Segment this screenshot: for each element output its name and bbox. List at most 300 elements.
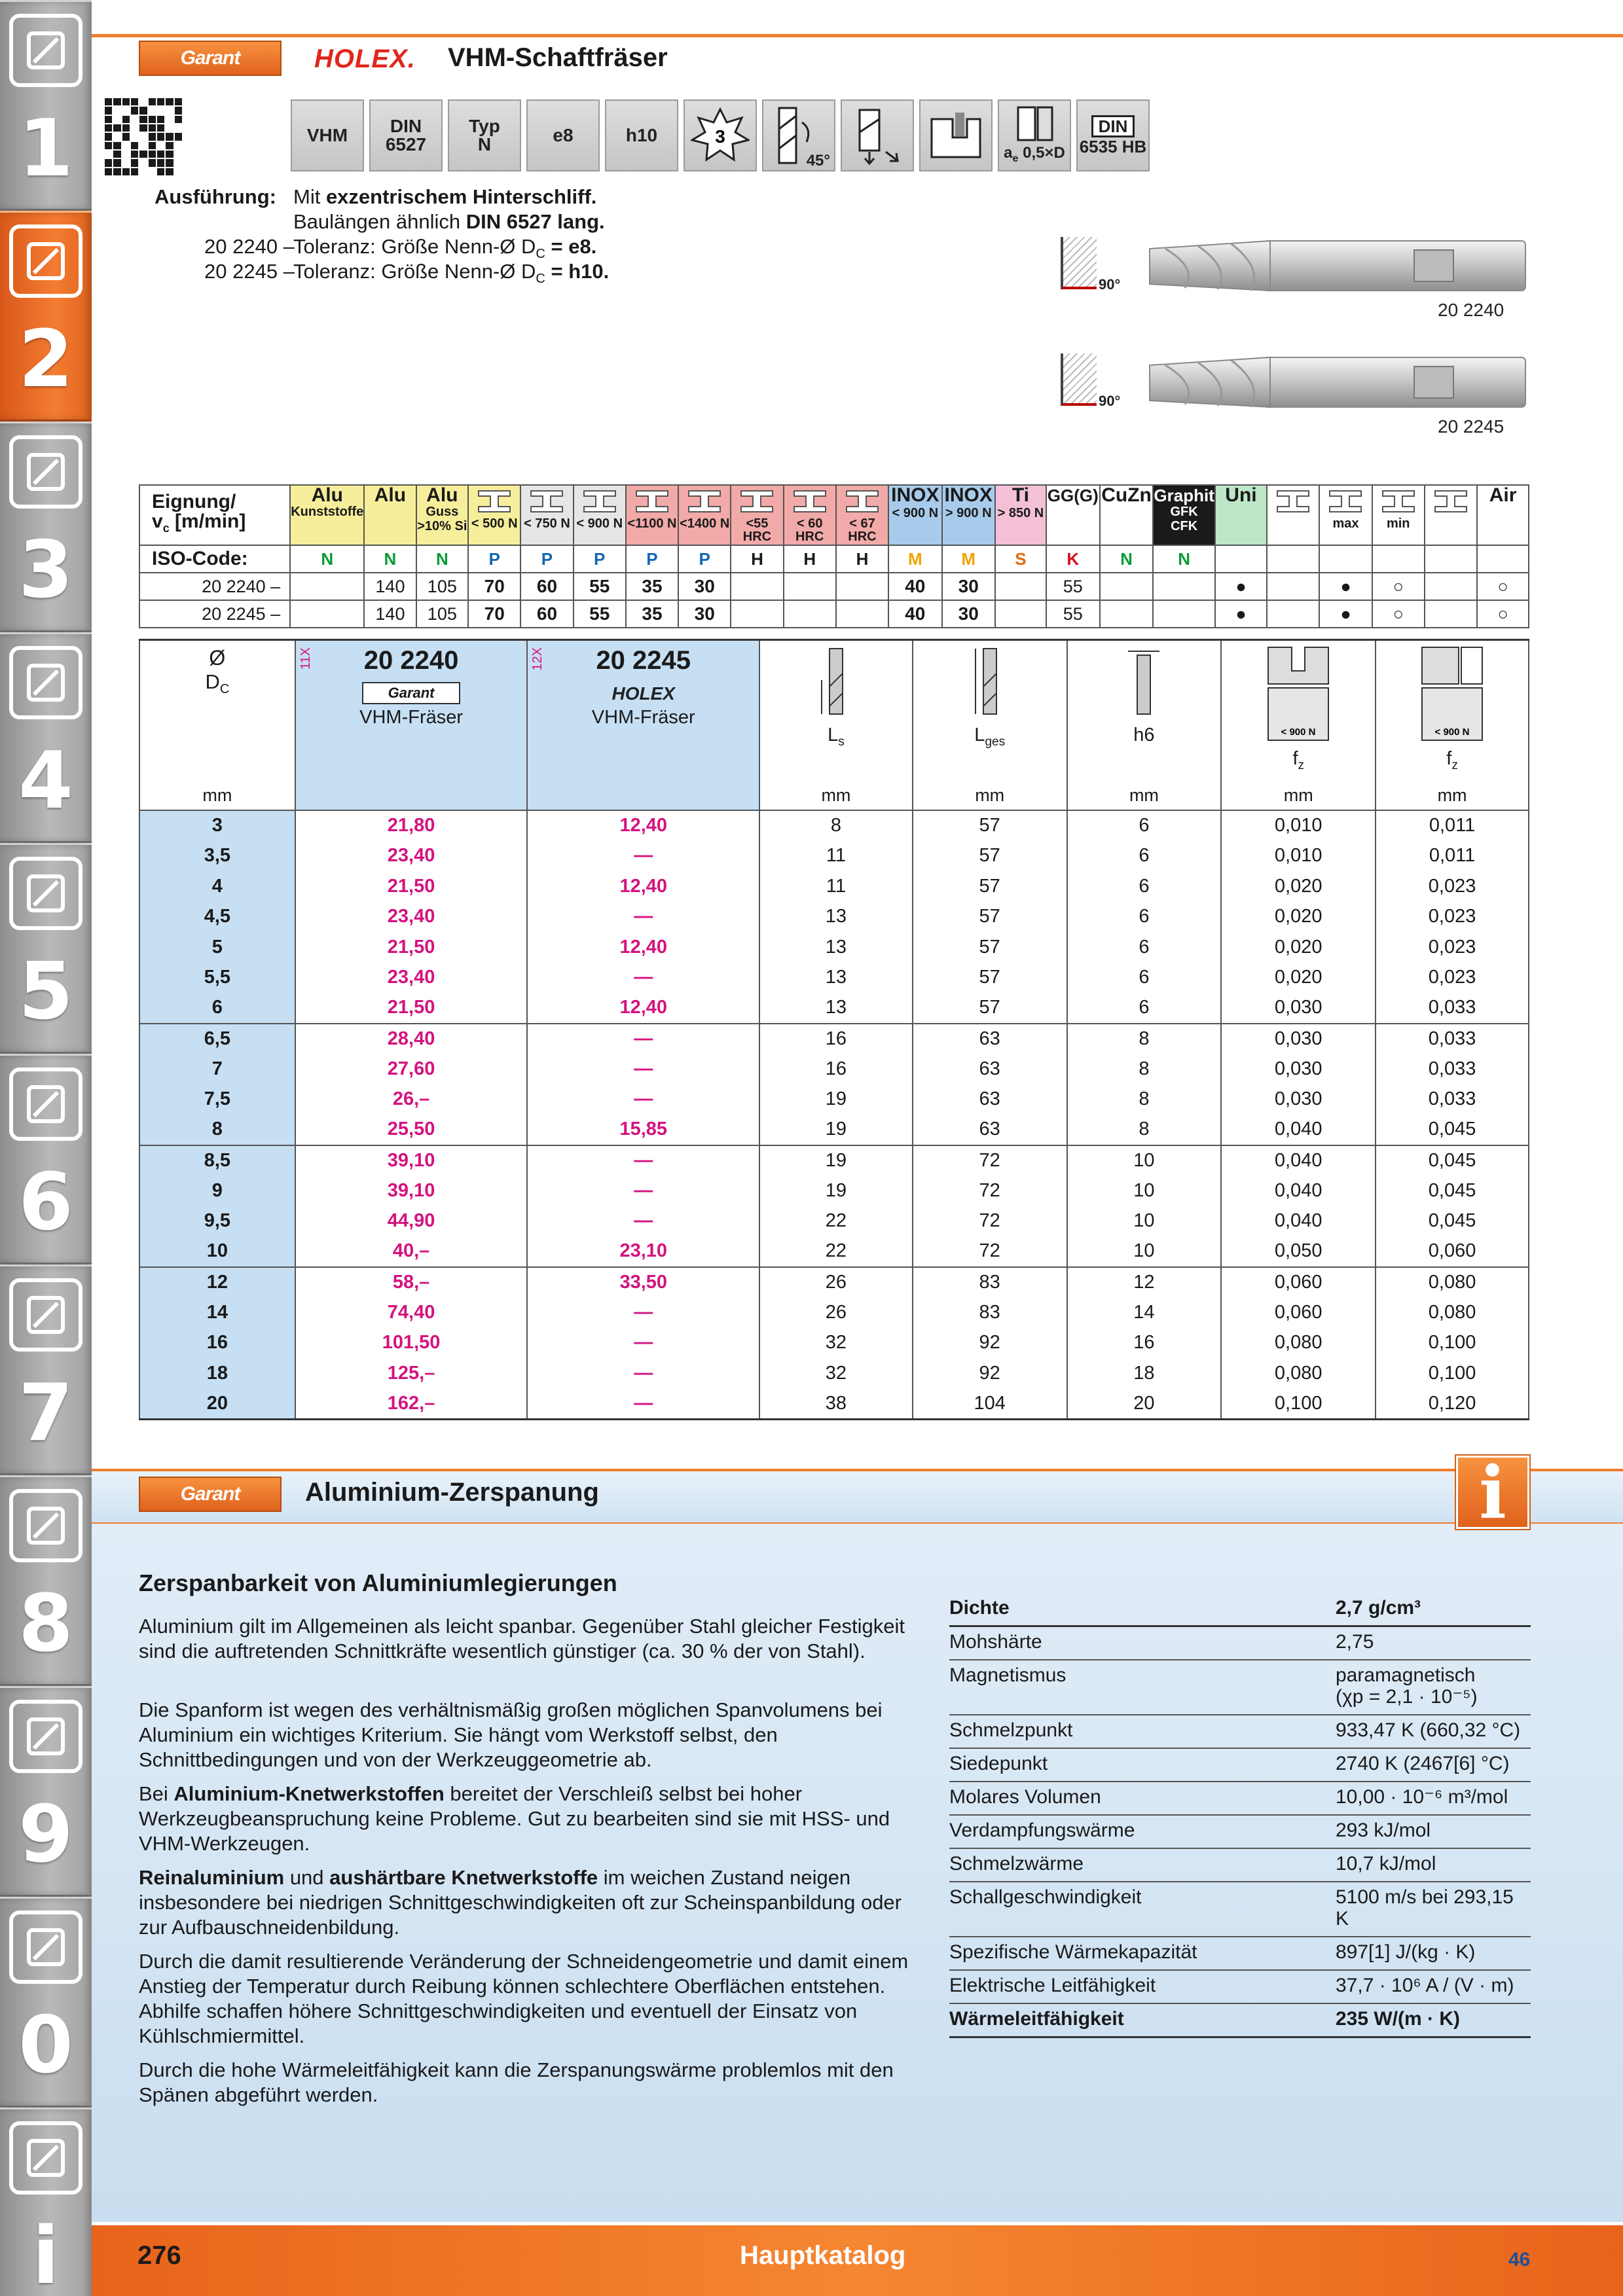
property-name: Siedepunkt	[949, 1748, 1336, 1782]
lges-cell: 63	[913, 1024, 1067, 1054]
price-202245-cell[interactable]: —	[527, 1358, 759, 1389]
table-row	[139, 1054, 1529, 1085]
chapter-tab-9[interactable]	[0, 1686, 92, 1897]
drill-icon	[9, 14, 82, 87]
cutting-speed-cell	[1153, 600, 1214, 628]
din-6527-icon: DIN 6527	[369, 99, 443, 171]
price-202240-cell[interactable]: 162,–	[295, 1389, 528, 1420]
lges-cell: 92	[913, 1328, 1067, 1359]
qr-module	[157, 116, 164, 123]
price-202245-cell[interactable]: —	[527, 1206, 759, 1237]
footer-sub-number: 46	[1508, 2249, 1531, 2270]
cutting-speed-cell	[1100, 600, 1154, 628]
property-row	[949, 1937, 1531, 1970]
iso-code-cell	[1477, 545, 1529, 573]
iso-code-cell: S	[995, 545, 1046, 573]
diameter-cell: 7,5	[139, 1085, 295, 1115]
price-202245-cell[interactable]: —	[527, 1328, 759, 1359]
table-row	[139, 1145, 1529, 1176]
qr-module	[122, 107, 130, 114]
iso-code-cell: P	[468, 545, 520, 573]
price-202245-cell[interactable]: 12,40	[527, 993, 759, 1024]
h6-cell: 6	[1067, 871, 1222, 902]
svg-text:< 900 N: < 900 N	[1434, 726, 1470, 738]
cutting-speed-cell: 140	[364, 573, 416, 600]
cutting-speed-cell	[784, 573, 836, 600]
qr-module	[166, 124, 173, 132]
steel-beam-icon	[1379, 488, 1418, 514]
cutting-speed-cell: 60	[520, 573, 573, 600]
property-name: Molares Volumen	[949, 1782, 1336, 1815]
property-name: Wärmeleitfähigkeit	[949, 2003, 1336, 2037]
info-paragraph-4: Reinaluminium und aushärtbare Knetwerkstoffe im weichen Zustand neigen insbesondere bei niedrigen Schnittgeschwindigkeiten oft zur Scheinspanbildung oder zur Aufbauschneidenbildung.	[139, 1866, 902, 1939]
property-value	[1336, 1970, 1531, 2003]
iso-code-cell: P	[678, 545, 731, 573]
fz-side-cell: 0,100	[1376, 1358, 1529, 1389]
price-202240-cell[interactable]: 21,50	[295, 993, 528, 1024]
diameter-cell: 5	[139, 932, 295, 963]
chapter-tab-5[interactable]	[0, 843, 92, 1054]
price-202245-cell[interactable]: —	[527, 1145, 759, 1176]
qr-module	[149, 107, 156, 114]
property-name: Schmelzwärme	[949, 1848, 1336, 1882]
price-202240-cell[interactable]: 39,10	[295, 1175, 528, 1206]
cutting-speed-cell	[1100, 573, 1154, 600]
fz-side-cell: 0,033	[1376, 1085, 1529, 1115]
price-202240-cell[interactable]: 23,40	[295, 902, 528, 933]
h6-cell: 6	[1067, 810, 1222, 841]
iso-code-cell: P	[520, 545, 573, 573]
cutting-speed-cell: ●	[1215, 573, 1267, 600]
property-value	[1336, 1848, 1531, 1882]
qr-module	[105, 124, 112, 132]
material-column-0: Alu Kunststoffe	[290, 485, 364, 545]
table-row	[139, 932, 1529, 963]
h6-cell: 6	[1067, 993, 1222, 1024]
insert-icon	[9, 224, 82, 298]
lges-cell: 83	[913, 1267, 1067, 1298]
material-column-14: GG(G)	[1046, 485, 1100, 545]
qr-module	[105, 142, 112, 149]
chapter-number: 3	[18, 525, 73, 616]
chapter-number: i	[32, 2211, 60, 2296]
cutting-speed-cell	[1425, 600, 1477, 628]
lges-column-header: $L_{ges}$ mm	[913, 640, 1067, 811]
h6-drawing-icon	[1124, 647, 1163, 719]
qr-module	[139, 168, 147, 175]
property-row	[949, 1715, 1531, 1748]
center-cut-icon	[841, 99, 914, 171]
fz-slot-cell: 0,040	[1221, 1145, 1376, 1176]
info-icon: i	[1456, 1456, 1529, 1529]
vhm-icon: VHM	[291, 99, 364, 171]
price-202240-cell[interactable]: 27,60	[295, 1054, 528, 1085]
cutting-speed-cell: ○	[1372, 573, 1425, 600]
property-name: Schallgeschwindigkeit	[949, 1882, 1336, 1937]
ls-cell: 13	[759, 993, 913, 1024]
chapter-tab-4[interactable]	[0, 632, 92, 843]
qr-module	[139, 116, 147, 123]
qr-module	[122, 116, 130, 123]
chapter-number: 2	[18, 314, 73, 405]
material-column-21	[1425, 485, 1477, 545]
chapter-tab-7[interactable]	[0, 1265, 92, 1475]
iso-code-cell: P	[574, 545, 626, 573]
ls-cell: 16	[759, 1024, 913, 1054]
page-title: VHM-Schaftfräser	[448, 43, 668, 72]
material-column-18	[1267, 485, 1319, 545]
fz-side-cell: 0,033	[1376, 1024, 1529, 1054]
qr-module	[149, 159, 156, 166]
property-value-text: 2740 K (2467[6] °C)	[1336, 1753, 1510, 1774]
chapter-tab-3[interactable]	[0, 422, 92, 632]
iso-code-cell	[1215, 545, 1267, 573]
price-202240-cell[interactable]: 26,–	[295, 1085, 528, 1115]
property-value	[1336, 1815, 1531, 1848]
property-row	[949, 1593, 1531, 1626]
chapter-tab-6[interactable]	[0, 1054, 92, 1265]
qr-module	[131, 98, 138, 105]
price-202240-cell[interactable]: 39,10	[295, 1145, 528, 1176]
cutting-speed-cell	[995, 600, 1046, 628]
cabinet-icon	[9, 1700, 82, 1773]
iso-code-cell: N	[1100, 545, 1154, 573]
ls-column-header: $L_s$ mm	[759, 640, 913, 811]
cutting-speed-cell: 105	[416, 573, 469, 600]
fz-side-cell: 0,045	[1376, 1206, 1529, 1237]
property-row	[949, 1626, 1531, 1660]
qr-module	[139, 159, 147, 166]
qr-module	[113, 124, 120, 132]
qr-module	[166, 133, 173, 140]
col-202240-header: 11X 20 2240 Garant VHM-Fräser	[295, 640, 528, 811]
ls-cell: 16	[759, 1054, 913, 1085]
iso-code-cell: N	[1153, 545, 1214, 573]
price-202240-cell[interactable]: 58,–	[295, 1267, 528, 1298]
h6-column-header: h6 mm	[1067, 640, 1222, 811]
material-column-3: < 500 N	[468, 485, 520, 545]
slot-milling-icon	[919, 99, 993, 171]
property-value-text: 2,75	[1336, 1631, 1374, 1653]
ls-cell: 26	[759, 1267, 913, 1298]
qr-module	[157, 124, 164, 132]
chapter-number: 7	[18, 1368, 73, 1459]
material-column-4: < 750 N	[520, 485, 573, 545]
chapter-tab-1[interactable]	[0, 0, 92, 211]
caliper-icon	[9, 646, 82, 719]
garant-logo: Garant	[139, 41, 282, 76]
price-202245-cell[interactable]: —	[527, 1297, 759, 1328]
diameter-cell: 3	[139, 810, 295, 841]
suitability-table	[139, 484, 1529, 628]
ls-cell: 19	[759, 1085, 913, 1115]
info-paragraph-5: Durch die damit resultierende Veränderung der Schneidengeometrie und damit einem Anstieg der Temperatur durch Reibung können schlechtere Oberflächen entstehen. Abhilfe schaffen höhere Schnittgeschwindigkeiten und eventuell der Einsatz von Kühlschmiermittel.	[139, 1950, 909, 2047]
ae-depth-icon: $a_e$ 0,5×D	[998, 99, 1071, 171]
fz-side-cell: 0,080	[1376, 1297, 1529, 1328]
h6-cell: 6	[1067, 932, 1222, 963]
cutting-speed-cell	[1267, 600, 1319, 628]
iso-code-row	[139, 545, 1529, 573]
fz-slot-cell: 0,030	[1221, 1054, 1376, 1085]
chapter-tab-2[interactable]	[0, 211, 92, 422]
material-column-2: Alu Guss >10% Si	[416, 485, 469, 545]
ls-cell: 32	[759, 1328, 913, 1359]
material-column-19: max	[1319, 485, 1372, 545]
material-column-12: INOX > 900 N	[942, 485, 995, 545]
h6-cell: 6	[1067, 963, 1222, 994]
ls-cell: 11	[759, 871, 913, 902]
info-paragraph-3: Bei Aluminium-Knetwerkstoffen bereitet der Verschleiß selbst bei hoher Werkzeugbeanspruchung keine Probleme. Gut zu bearbeiten sind sie mit HSS- und VHM-Werkzeugen.	[139, 1782, 890, 1855]
price-202240-cell[interactable]: 28,40	[295, 1024, 528, 1054]
cutting-speed-cell: 55	[574, 573, 626, 600]
cutting-speed-cell: 35	[626, 573, 678, 600]
table-row	[139, 1024, 1529, 1054]
price-202240-cell[interactable]: 21,80	[295, 810, 528, 841]
lges-cell: 83	[913, 1297, 1067, 1328]
diameter-cell: 16	[139, 1328, 295, 1359]
cutting-speed-cell: 70	[468, 573, 520, 600]
cutting-speed-cell: 40	[888, 600, 941, 628]
lges-cell: 57	[913, 963, 1067, 994]
ls-cell: 22	[759, 1206, 913, 1237]
property-value	[1336, 1626, 1531, 1660]
slot-fz-icon	[1266, 645, 1331, 743]
price-202240-cell[interactable]: 21,50	[295, 932, 528, 963]
info-icon	[9, 2121, 82, 2195]
fz-side-cell: 0,120	[1376, 1389, 1529, 1420]
qr-module	[166, 142, 173, 149]
cutting-speed-cell	[731, 600, 783, 628]
steel-beam-icon	[1431, 488, 1470, 514]
qr-module	[131, 133, 138, 140]
tool-number-202240: 20 2240	[1438, 300, 1504, 320]
aluminium-properties-table	[949, 1593, 1531, 2038]
fz-slot-cell: 0,040	[1221, 1206, 1376, 1237]
lges-cell: 63	[913, 1054, 1067, 1085]
cutting-speed-cell	[995, 573, 1046, 600]
chapter-number: 6	[18, 1157, 73, 1248]
price-202240-cell[interactable]: 25,50	[295, 1115, 528, 1145]
property-value-text: 293 kJ/mol	[1336, 1820, 1431, 1841]
table-row	[139, 902, 1529, 933]
ls-cell: 22	[759, 1236, 913, 1267]
qr-module	[157, 159, 164, 166]
price-202245-cell[interactable]: —	[527, 902, 759, 933]
ausfuehrung-label: Ausführung:	[155, 185, 276, 208]
material-column-16: Graphit GFK CFK	[1153, 485, 1214, 545]
ls-drawing-icon	[816, 647, 856, 719]
price-202240-cell[interactable]: 44,90	[295, 1206, 528, 1237]
qr-module	[166, 98, 173, 105]
property-name: Spezifische Wärmekapazität	[949, 1937, 1336, 1970]
lges-cell: 72	[913, 1236, 1067, 1267]
info-paragraph-2: Die Spanform ist wegen des verhältnismäßig großen möglichen Spanvolumens bei Aluminium ein wichtiges Kriterium. Sie hängt vom Werkstoff selbst, den Schnittbedingungen und von der Werkzeuggeometrie ab.	[139, 1698, 883, 1771]
qr-module	[157, 107, 164, 114]
qr-module	[139, 98, 147, 105]
property-value-note: (χp = 2,1 · 10⁻⁵)	[1336, 1686, 1478, 1708]
lges-cell: 57	[913, 810, 1067, 841]
material-column-22: Air	[1477, 485, 1529, 545]
cutting-speed-cell: 60	[520, 600, 573, 628]
price-202245-cell[interactable]: —	[527, 841, 759, 872]
qr-module	[113, 151, 120, 158]
suitability-row-label: 20 2245 –	[139, 600, 290, 628]
price-202245-cell[interactable]: —	[527, 1389, 759, 1420]
iso-code-cell: P	[626, 545, 678, 573]
steel-beam-icon	[737, 488, 776, 514]
ausfuehrung-line-2: Baulängen ähnlich DIN 6527 lang.	[293, 210, 605, 233]
h6-cell: 20	[1067, 1389, 1222, 1420]
diameter-cell: 18	[139, 1358, 295, 1389]
product-table	[139, 639, 1529, 1420]
iso-code-cell: H	[836, 545, 888, 573]
property-name: Dichte	[949, 1593, 1336, 1626]
property-name: Magnetismus	[949, 1660, 1336, 1715]
diameter-cell: 8	[139, 1115, 295, 1145]
col-202245-header: 12X 20 2245 HOLEX VHM-Fräser	[527, 640, 759, 811]
qr-module	[175, 133, 182, 140]
fz-slot-cell: 0,080	[1221, 1328, 1376, 1359]
cutting-speed-cell: ●	[1319, 600, 1372, 628]
dc-column-header: Ø $D_C$ mm	[139, 640, 295, 811]
price-202245-cell[interactable]: 12,40	[527, 810, 759, 841]
qr-module	[105, 107, 112, 114]
property-row	[949, 1748, 1531, 1782]
material-column-17: Uni	[1215, 485, 1267, 545]
cutting-speed-cell	[836, 573, 888, 600]
fz-slot-cell: 0,020	[1221, 871, 1376, 902]
price-202240-cell[interactable]: 40,–	[295, 1236, 528, 1267]
qr-module	[149, 116, 156, 123]
property-value-text: 235 W/(m · K)	[1336, 2008, 1461, 2030]
fz-slot-column-header: < 900 N $f_z$ mm	[1221, 640, 1376, 811]
teeth-count-icon	[684, 99, 757, 171]
price-202245-cell[interactable]: —	[527, 1054, 759, 1085]
chapter-number: 9	[18, 1789, 73, 1880]
price-202240-cell[interactable]: 21,50	[295, 871, 528, 902]
steel-beam-icon	[580, 488, 619, 514]
endmill-image-202245	[1146, 352, 1532, 411]
lges-cell: 57	[913, 871, 1067, 902]
property-value	[1336, 1748, 1531, 1782]
fz-side-cell: 0,045	[1376, 1145, 1529, 1176]
price-202240-cell[interactable]: 23,40	[295, 963, 528, 994]
chapter-tab-i[interactable]	[0, 2108, 92, 2296]
ls-cell: 13	[759, 963, 913, 994]
table-row	[139, 1085, 1529, 1115]
iso-code-cell	[1319, 545, 1372, 573]
fz-side-cell: 0,023	[1376, 932, 1529, 963]
qr-module	[113, 159, 120, 166]
qr-module	[166, 168, 173, 175]
diameter-cell: 4,5	[139, 902, 295, 933]
qr-module	[175, 116, 182, 123]
h6-cell: 10	[1067, 1206, 1222, 1237]
h6-cell: 10	[1067, 1145, 1222, 1176]
qr-module	[166, 151, 173, 158]
chapter-tab-8[interactable]	[0, 1475, 92, 1686]
price-202245-cell[interactable]: —	[527, 1024, 759, 1054]
lges-cell: 92	[913, 1358, 1067, 1389]
header-rule	[92, 34, 1623, 37]
iso-code-cell: K	[1046, 545, 1100, 573]
info-heading: Zerspanbarkeit von Aluminiumlegierungen	[139, 1570, 617, 1596]
iso-code-cell	[1425, 545, 1477, 573]
cutting-speed-cell: ●	[1319, 573, 1372, 600]
angle-label-1: 90°	[1099, 276, 1121, 293]
price-202240-cell[interactable]: 23,40	[295, 841, 528, 872]
property-row	[949, 1882, 1531, 1937]
price-202240-cell[interactable]: 125,–	[295, 1358, 528, 1389]
price-202245-cell[interactable]: 33,50	[527, 1267, 759, 1298]
ausfuehrung-line-3: 20 2240 –Toleranz: Größe Nenn-Ø $D_C = e8$.	[204, 235, 597, 262]
h6-cell: 10	[1067, 1175, 1222, 1206]
fz-slot-cell: 0,060	[1221, 1297, 1376, 1328]
h6-cell: 10	[1067, 1236, 1222, 1267]
helix-angle-icon: 45°	[762, 99, 835, 171]
lges-cell: 104	[913, 1389, 1067, 1420]
iso-code-cell	[1267, 545, 1319, 573]
qr-module	[122, 142, 130, 149]
lges-cell: 72	[913, 1145, 1067, 1176]
holex-logo: HOLEX.	[314, 45, 416, 73]
price-202245-cell[interactable]: 15,85	[527, 1115, 759, 1145]
price-202240-cell[interactable]: 101,50	[295, 1328, 528, 1359]
price-202245-cell[interactable]: 12,40	[527, 871, 759, 902]
fz-side-column-header: < 900 N $f_z$ mm	[1376, 640, 1529, 811]
price-202240-cell[interactable]: 74,40	[295, 1297, 528, 1328]
qr-module	[149, 124, 156, 132]
iso-code-cell: N	[416, 545, 469, 573]
lges-cell: 72	[913, 1175, 1067, 1206]
iso-code-cell: H	[784, 545, 836, 573]
fz-slot-cell: 0,010	[1221, 841, 1376, 872]
qr-module	[175, 142, 182, 149]
material-column-11: INOX < 900 N	[888, 485, 941, 545]
price-202245-cell[interactable]: —	[527, 963, 759, 994]
price-202245-cell[interactable]: —	[527, 1175, 759, 1206]
fz-side-cell: 0,033	[1376, 993, 1529, 1024]
h6-cell: 6	[1067, 902, 1222, 933]
diameter-cell: 3,5	[139, 841, 295, 872]
lges-cell: 57	[913, 902, 1067, 933]
qr-module	[131, 107, 138, 114]
diameter-cell: 9,5	[139, 1206, 295, 1237]
property-value	[1336, 1660, 1531, 1715]
qr-module	[131, 151, 138, 158]
info-garant-logo: Garant	[139, 1477, 282, 1512]
diameter-cell: 7	[139, 1054, 295, 1085]
fz-side-cell: 0,023	[1376, 963, 1529, 994]
qr-module	[113, 116, 120, 123]
chapter-tab-0[interactable]	[0, 1897, 92, 2108]
wrench-icon	[9, 1067, 82, 1141]
price-202245-cell[interactable]: 23,10	[527, 1236, 759, 1267]
qr-module	[105, 98, 112, 105]
h6-cell: 8	[1067, 1115, 1222, 1145]
din-6535-hb-icon: DIN 6535 HB	[1076, 99, 1150, 171]
ls-cell: 32	[759, 1358, 913, 1389]
fz-slot-cell: 0,080	[1221, 1358, 1376, 1389]
cutting-speed-cell: ○	[1477, 600, 1529, 628]
svg-text:< 900 N: < 900 N	[1281, 726, 1316, 738]
suitability-row	[139, 573, 1529, 600]
diameter-cell: 9	[139, 1175, 295, 1206]
ls-cell: 19	[759, 1175, 913, 1206]
price-202245-cell[interactable]: 12,40	[527, 932, 759, 963]
price-202245-cell[interactable]: —	[527, 1085, 759, 1115]
material-column-15: CuZn	[1100, 485, 1154, 545]
